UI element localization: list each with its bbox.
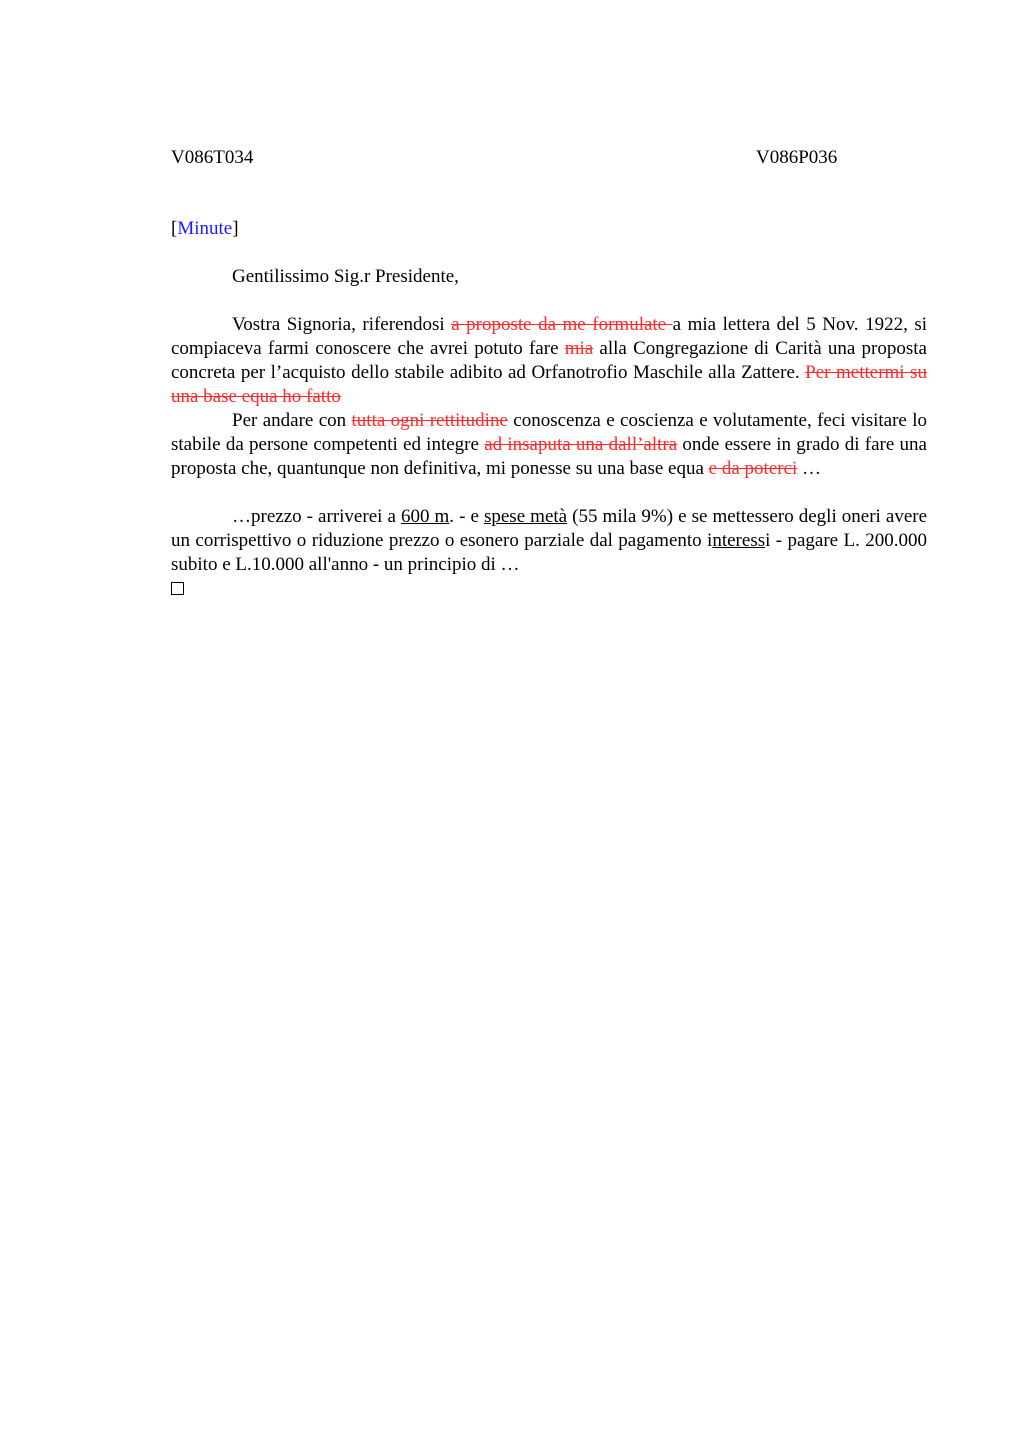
end-marker-line: [171, 577, 927, 601]
section-label: [171, 217, 239, 241]
open-bracket: [: [171, 218, 178, 239]
section-label-text: Minute: [177, 218, 233, 239]
deleted-text: tutta ogni rettitudine: [351, 410, 508, 431]
document-code-left: V086T034: [171, 147, 254, 168]
paragraph-2: [171, 409, 927, 481]
document-header: [171, 146, 927, 170]
deleted-text: mia: [564, 338, 594, 359]
underlined-text: spese metà: [483, 506, 568, 527]
close-bracket: ]: [232, 218, 239, 239]
deleted-text: a proposte da me formulate: [451, 314, 673, 335]
text-run: Vostra Signoria, riferendosi: [232, 314, 452, 335]
underlined-text: 600 m: [400, 506, 450, 527]
underlined-text: nteress: [712, 530, 766, 551]
paragraph-3: [171, 505, 927, 577]
text-run: …prezzo - arriverei a: [232, 506, 401, 527]
salutation: Gentilissimo Sig.r Presidente,: [232, 266, 459, 287]
text-run: …: [797, 458, 822, 479]
document-code-right: V086P036: [756, 147, 838, 168]
paragraph-gap: [171, 481, 927, 505]
text-run: conoscenza e coscienza e volutamente, feci visitare lo stabile da persone competenti ed integre: [171, 410, 928, 455]
paragraph-1: [171, 313, 927, 409]
text-run: a mia lettera del 5 Nov. 1922, si compiaceva farmi conoscere che avrei potuto fare: [171, 314, 928, 359]
text-run: alla Congregazione di Carità una proposta concreta per l’acquisto dello stabile adibito ad Orfanotrofio Maschile alla Zattere.: [171, 338, 927, 383]
letter-body: [171, 313, 927, 601]
text-run: (55 mila 9%) e se mettessero degli oneri avere un corrispettivo o riduzione prezzo o esonero parziale dal pagamento i: [171, 506, 928, 551]
document-page: [171, 146, 928, 575]
text-run: . - e: [449, 506, 484, 527]
deleted-text: e da poterci: [708, 458, 798, 479]
text-run: onde essere in grado di fare una proposta che, quantunque non definitiva, mi ponesse su una base equa: [171, 434, 927, 479]
deleted-text: Per mettermi su una base equa ho fatto: [171, 362, 927, 407]
deleted-text: ad insaputa una dall’altra: [484, 434, 678, 455]
checkbox-icon: [171, 582, 184, 595]
text-run: i - pagare L. 200.000 subito e L.10.000 all'anno - un principio di …: [171, 530, 927, 575]
text-run: Per andare con: [232, 410, 352, 431]
